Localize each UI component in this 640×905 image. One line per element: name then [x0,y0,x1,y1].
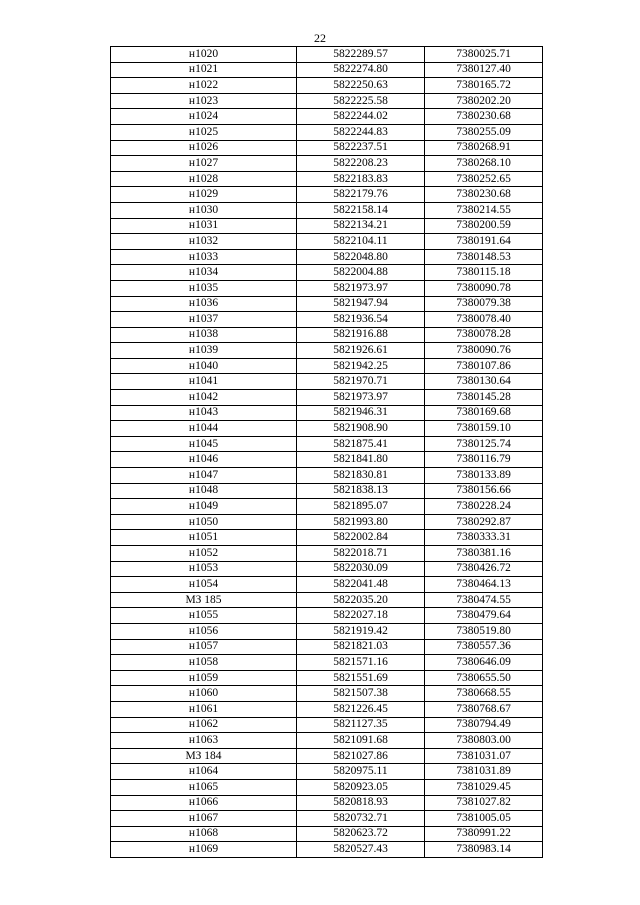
x-coordinate-cell: 5821993.80 [297,514,425,530]
x-coordinate-cell: 5821947.94 [297,296,425,312]
point-id-cell: н1033 [111,249,297,265]
table-row [111,249,543,265]
point-id-cell: н1025 [111,124,297,140]
table-row [111,109,543,125]
table-row [111,530,543,546]
y-coordinate-cell: 7381031.07 [425,748,543,764]
y-coordinate-cell: 7380668.55 [425,686,543,702]
table-row [111,452,543,468]
table-row [111,483,543,499]
x-coordinate-cell: 5820975.11 [297,764,425,780]
table-row [111,639,543,655]
y-coordinate-cell: 7381005.05 [425,811,543,827]
x-coordinate-cell: 5821936.54 [297,312,425,328]
point-id-cell: н1023 [111,93,297,109]
x-coordinate-cell: 5821830.81 [297,468,425,484]
table-row [111,764,543,780]
x-coordinate-cell: 5821091.68 [297,733,425,749]
point-id-cell: н1052 [111,546,297,562]
x-coordinate-cell: 5821970.71 [297,374,425,390]
table-row [111,686,543,702]
point-id-cell: н1058 [111,655,297,671]
point-id-cell: н1045 [111,436,297,452]
y-coordinate-cell: 7380148.53 [425,249,543,265]
y-coordinate-cell: 7380133.89 [425,468,543,484]
y-coordinate-cell: 7380464.13 [425,577,543,593]
y-coordinate-cell: 7380214.55 [425,202,543,218]
coordinates-table [110,46,543,858]
table-row [111,795,543,811]
x-coordinate-cell: 5822183.83 [297,171,425,187]
x-coordinate-cell: 5821127.35 [297,717,425,733]
x-coordinate-cell: 5821919.42 [297,623,425,639]
point-id-cell: н1030 [111,202,297,218]
x-coordinate-cell: 5822134.21 [297,218,425,234]
point-id-cell: н1063 [111,733,297,749]
x-coordinate-cell: 5821916.88 [297,327,425,343]
table-row [111,561,543,577]
table-row [111,390,543,406]
x-coordinate-cell: 5821926.61 [297,343,425,359]
y-coordinate-cell: 7380768.67 [425,701,543,717]
point-id-cell: н1042 [111,390,297,406]
table-row [111,358,543,374]
point-id-cell: н1050 [111,514,297,530]
x-coordinate-cell: 5821821.03 [297,639,425,655]
y-coordinate-cell: 7380078.40 [425,312,543,328]
point-id-cell: н1022 [111,78,297,94]
point-id-cell: н1061 [111,701,297,717]
y-coordinate-cell: 7380255.09 [425,124,543,140]
y-coordinate-cell: 7380230.68 [425,187,543,203]
x-coordinate-cell: 5822048.80 [297,249,425,265]
y-coordinate-cell: 7380078.28 [425,327,543,343]
y-coordinate-cell: 7380557.36 [425,639,543,655]
point-id-cell: н1046 [111,452,297,468]
y-coordinate-cell: 7380252.65 [425,171,543,187]
page-number: 22 [314,31,326,45]
table-row [111,499,543,515]
point-id-cell: н1048 [111,483,297,499]
point-id-cell: н1038 [111,327,297,343]
x-coordinate-cell: 5821226.45 [297,701,425,717]
point-id-cell: н1066 [111,795,297,811]
y-coordinate-cell: 7380191.64 [425,234,543,250]
y-coordinate-cell: 7380107.86 [425,358,543,374]
x-coordinate-cell: 5822179.76 [297,187,425,203]
point-id-cell: н1053 [111,561,297,577]
x-coordinate-cell: 5822004.88 [297,265,425,281]
y-coordinate-cell: 7380228.24 [425,499,543,515]
table-row [111,608,543,624]
x-coordinate-cell: 5822244.02 [297,109,425,125]
x-coordinate-cell: 5821973.97 [297,280,425,296]
point-id-cell: н1041 [111,374,297,390]
x-coordinate-cell: 5822158.14 [297,202,425,218]
x-coordinate-cell: 5821875.41 [297,436,425,452]
y-coordinate-cell: 7380646.09 [425,655,543,671]
table-row [111,717,543,733]
table-row [111,623,543,639]
point-id-cell: н1044 [111,421,297,437]
point-id-cell: н1051 [111,530,297,546]
point-id-cell: н1043 [111,405,297,421]
table-row [111,171,543,187]
table-row [111,218,543,234]
y-coordinate-cell: 7381031.89 [425,764,543,780]
point-id-cell: н1029 [111,187,297,203]
point-id-cell: н1027 [111,156,297,172]
x-coordinate-cell: 5820732.71 [297,811,425,827]
table-row [111,93,543,109]
y-coordinate-cell: 7380268.10 [425,156,543,172]
table-row [111,436,543,452]
table-row [111,670,543,686]
x-coordinate-cell: 5822027.18 [297,608,425,624]
table-row [111,405,543,421]
y-coordinate-cell: 7380159.10 [425,421,543,437]
table-row [111,421,543,437]
table-row [111,468,543,484]
y-coordinate-cell: 7381027.82 [425,795,543,811]
y-coordinate-cell: 7380479.64 [425,608,543,624]
y-coordinate-cell: 7380519.80 [425,623,543,639]
x-coordinate-cell: 5822250.63 [297,78,425,94]
point-id-cell: н1021 [111,62,297,78]
table-row [111,62,543,78]
point-id-cell: н1069 [111,842,297,858]
x-coordinate-cell: 5820527.43 [297,842,425,858]
point-id-cell: н1024 [111,109,297,125]
y-coordinate-cell: 7380079.38 [425,296,543,312]
x-coordinate-cell: 5822274.80 [297,62,425,78]
x-coordinate-cell: 5821973.97 [297,390,425,406]
y-coordinate-cell: 7380090.76 [425,343,543,359]
point-id-cell: н1036 [111,296,297,312]
x-coordinate-cell: 5822225.58 [297,93,425,109]
point-id-cell: н1056 [111,623,297,639]
point-id-cell: н1040 [111,358,297,374]
x-coordinate-cell: 5820923.05 [297,779,425,795]
point-id-cell: МЗ 184 [111,748,297,764]
y-coordinate-cell: 7380983.14 [425,842,543,858]
table-row [111,343,543,359]
y-coordinate-cell: 7381029.45 [425,779,543,795]
x-coordinate-cell: 5822289.57 [297,47,425,63]
point-id-cell: н1055 [111,608,297,624]
point-id-cell: н1031 [111,218,297,234]
x-coordinate-cell: 5821551.69 [297,670,425,686]
point-id-cell: н1065 [111,779,297,795]
y-coordinate-cell: 7380991.22 [425,826,543,842]
point-id-cell: н1062 [111,717,297,733]
x-coordinate-cell: 5821027.86 [297,748,425,764]
point-id-cell: н1034 [111,265,297,281]
table-row [111,78,543,94]
table-row [111,124,543,140]
y-coordinate-cell: 7380333.31 [425,530,543,546]
table-row [111,577,543,593]
x-coordinate-cell: 5821942.25 [297,358,425,374]
table-row [111,234,543,250]
table-row [111,374,543,390]
x-coordinate-cell: 5822030.09 [297,561,425,577]
table-row [111,296,543,312]
y-coordinate-cell: 7380426.72 [425,561,543,577]
y-coordinate-cell: 7380230.68 [425,109,543,125]
y-coordinate-cell: 7380125.74 [425,436,543,452]
table-row [111,811,543,827]
y-coordinate-cell: 7380116.79 [425,452,543,468]
y-coordinate-cell: 7380381.16 [425,546,543,562]
point-id-cell: н1067 [111,811,297,827]
x-coordinate-cell: 5822244.83 [297,124,425,140]
y-coordinate-cell: 7380292.87 [425,514,543,530]
x-coordinate-cell: 5821571.16 [297,655,425,671]
y-coordinate-cell: 7380115.18 [425,265,543,281]
x-coordinate-cell: 5822208.23 [297,156,425,172]
x-coordinate-cell: 5822237.51 [297,140,425,156]
point-id-cell: МЗ 185 [111,592,297,608]
x-coordinate-cell: 5821838.13 [297,483,425,499]
y-coordinate-cell: 7380127.40 [425,62,543,78]
x-coordinate-cell: 5822002.84 [297,530,425,546]
y-coordinate-cell: 7380145.28 [425,390,543,406]
point-id-cell: н1047 [111,468,297,484]
table-row [111,592,543,608]
point-id-cell: н1068 [111,826,297,842]
table-row [111,514,543,530]
coordinates-table-body [111,47,543,858]
point-id-cell: н1057 [111,639,297,655]
table-row [111,312,543,328]
x-coordinate-cell: 5822018.71 [297,546,425,562]
table-row [111,47,543,63]
table-row [111,327,543,343]
x-coordinate-cell: 5821841.80 [297,452,425,468]
table-row [111,202,543,218]
table-row [111,748,543,764]
table-row [111,701,543,717]
x-coordinate-cell: 5821895.07 [297,499,425,515]
point-id-cell: н1049 [111,499,297,515]
y-coordinate-cell: 7380090.78 [425,280,543,296]
point-id-cell: н1032 [111,234,297,250]
y-coordinate-cell: 7380169.68 [425,405,543,421]
x-coordinate-cell: 5822041.48 [297,577,425,593]
y-coordinate-cell: 7380655.50 [425,670,543,686]
x-coordinate-cell: 5820818.93 [297,795,425,811]
y-coordinate-cell: 7380268.91 [425,140,543,156]
x-coordinate-cell: 5821507.38 [297,686,425,702]
point-id-cell: н1037 [111,312,297,328]
point-id-cell: н1026 [111,140,297,156]
y-coordinate-cell: 7380202.20 [425,93,543,109]
x-coordinate-cell: 5822035.20 [297,592,425,608]
point-id-cell: н1059 [111,670,297,686]
y-coordinate-cell: 7380165.72 [425,78,543,94]
table-row [111,655,543,671]
y-coordinate-cell: 7380200.59 [425,218,543,234]
table-row [111,826,543,842]
point-id-cell: н1035 [111,280,297,296]
y-coordinate-cell: 7380474.55 [425,592,543,608]
table-row [111,140,543,156]
table-row [111,733,543,749]
point-id-cell: н1060 [111,686,297,702]
table-row [111,265,543,281]
table-row [111,546,543,562]
y-coordinate-cell: 7380130.64 [425,374,543,390]
point-id-cell: н1020 [111,47,297,63]
y-coordinate-cell: 7380794.49 [425,717,543,733]
point-id-cell: н1028 [111,171,297,187]
point-id-cell: н1039 [111,343,297,359]
table-row [111,156,543,172]
table-row [111,187,543,203]
x-coordinate-cell: 5821946.31 [297,405,425,421]
table-row [111,842,543,858]
table-row [111,280,543,296]
table-row [111,779,543,795]
point-id-cell: н1064 [111,764,297,780]
point-id-cell: н1054 [111,577,297,593]
x-coordinate-cell: 5820623.72 [297,826,425,842]
x-coordinate-cell: 5821908.90 [297,421,425,437]
y-coordinate-cell: 7380156.66 [425,483,543,499]
x-coordinate-cell: 5822104.11 [297,234,425,250]
y-coordinate-cell: 7380025.71 [425,47,543,63]
y-coordinate-cell: 7380803.00 [425,733,543,749]
